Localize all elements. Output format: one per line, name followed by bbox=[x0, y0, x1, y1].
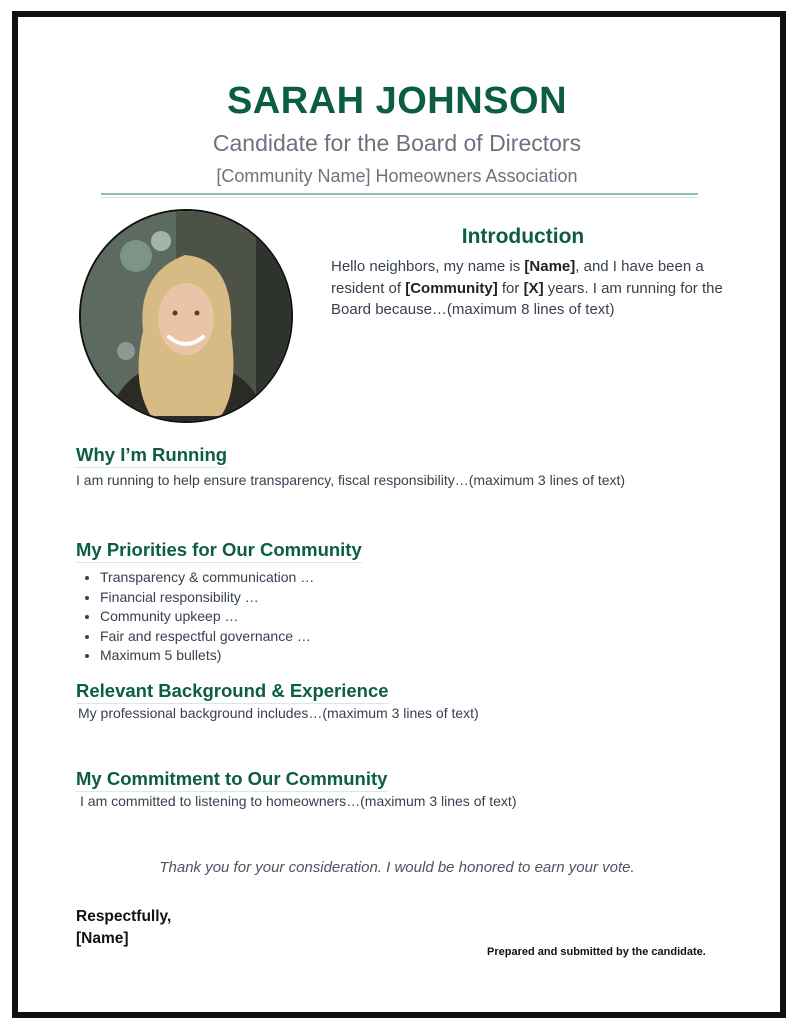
why-running-text: I am running to help ensure transparency, fiscal responsibility…(maximum 3 lines of text) bbox=[76, 472, 626, 488]
priority-item: • Financial responsibility … bbox=[100, 588, 314, 608]
portrait-image bbox=[81, 211, 291, 421]
signature-block bbox=[76, 906, 171, 950]
priority-item: • Fair and respectful governance … bbox=[100, 627, 314, 647]
introduction-heading: Introduction bbox=[461, 225, 585, 248]
header-divider bbox=[101, 193, 698, 195]
candidate-name: SARAH JOHNSON bbox=[226, 80, 568, 122]
background-heading: Relevant Background & Experience bbox=[76, 680, 389, 704]
background-text: My professional background includes…(maximum 3 lines of text) bbox=[78, 705, 479, 721]
commitment-text: I am committed to listening to homeowners…(maximum 3 lines of text) bbox=[80, 793, 517, 809]
candidate-subtitle: Candidate for the Board of Directors bbox=[212, 130, 582, 156]
header-divider-thin bbox=[101, 197, 698, 198]
commitment-heading: My Commitment to Our Community bbox=[76, 768, 387, 792]
association-name: [Community Name] Homeowners Association bbox=[216, 166, 578, 186]
why-running-heading: Why I’m Running bbox=[76, 444, 227, 468]
priorities-heading: My Priorities for Our Community bbox=[76, 539, 362, 563]
thank-you-note: Thank you for your consideration. I would be honored to earn your vote. bbox=[159, 859, 635, 876]
respectfully-label: Respectfully, bbox=[76, 908, 172, 925]
priority-item: • Transparency & communication … bbox=[100, 568, 314, 588]
signer-name: [Name] bbox=[76, 930, 129, 947]
prepared-note: Prepared and submitted by the candidate. bbox=[487, 946, 706, 958]
introduction-text: Hello neighbors, my name is [Name], and I have been a resident of [Community] for [X] years. I am running for the Board because…(maximum 8 lines of text) bbox=[331, 258, 723, 318]
candidate-photo bbox=[79, 209, 293, 423]
priority-item: • Maximum 5 bullets) bbox=[100, 646, 314, 666]
priorities-list bbox=[84, 568, 314, 666]
priority-item: • Community upkeep … bbox=[100, 607, 314, 627]
